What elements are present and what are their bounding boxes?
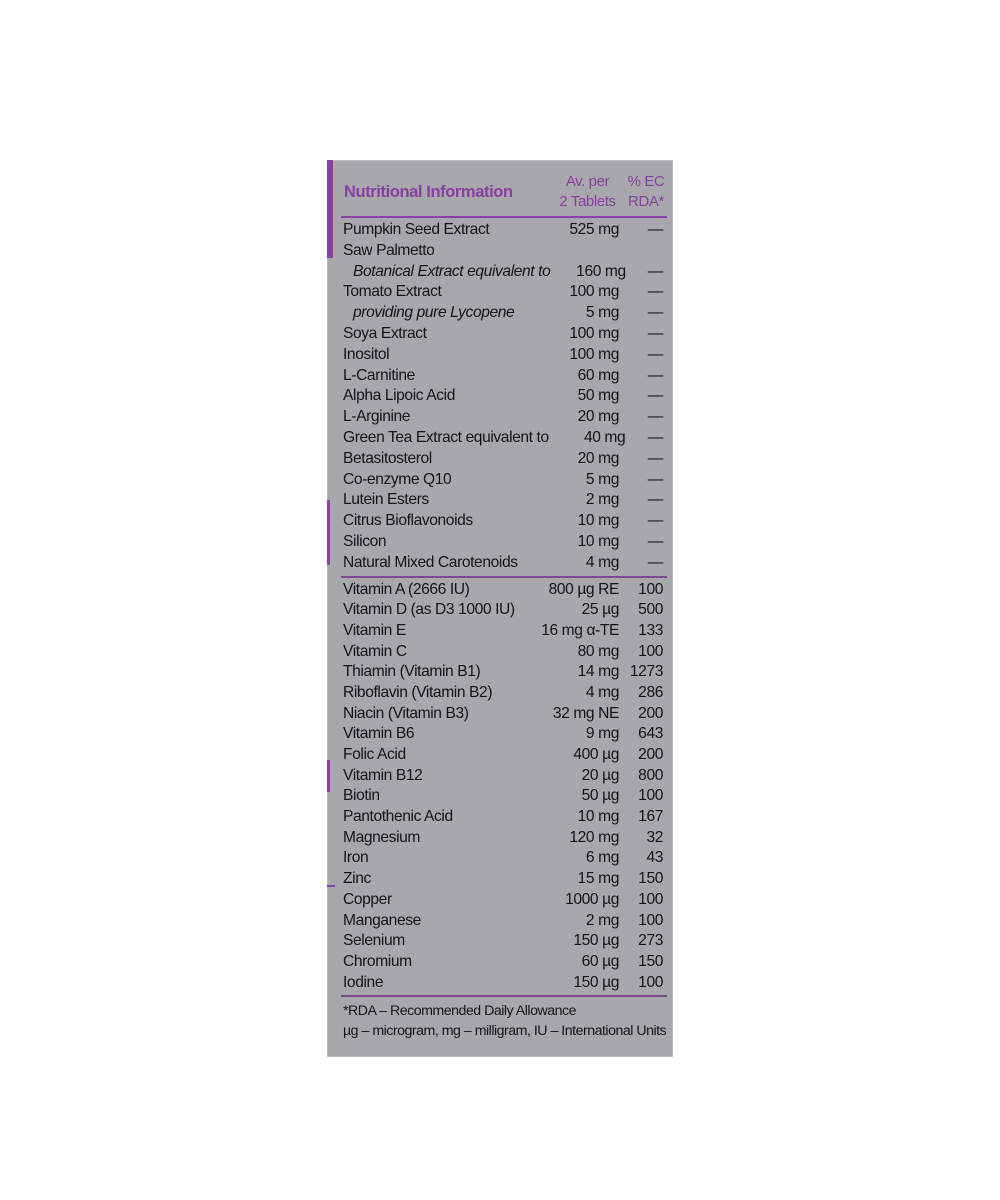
nutrient-name: Botanical Extract equivalent to [353, 262, 551, 280]
nutrient-amount: 60 µg [581, 952, 619, 970]
table-row [341, 890, 667, 911]
table-row [341, 724, 667, 745]
nutrient-name: Thiamin (Vitamin B1) [343, 663, 481, 681]
nutrient-name: Inositol [343, 345, 390, 363]
nutrient-amount: 120 mg [569, 828, 619, 846]
nutrient-name: Soya Extract [343, 324, 427, 342]
nutrient-rda: 800 [638, 766, 663, 784]
nutrient-amount [529, 241, 621, 262]
table-row [341, 449, 667, 470]
footnote-units: µg – microgram, mg – milligram, IU – International Units [343, 1023, 667, 1040]
table-row [341, 386, 667, 407]
nutrient-amount: 50 mg [577, 387, 619, 405]
table-row [341, 931, 667, 952]
table-row [341, 428, 667, 449]
nutrient-rda: 100 [638, 787, 663, 805]
nutrient-amount: 80 mg [577, 642, 619, 660]
nutrient-name: Saw Palmetto [343, 241, 435, 259]
table-row [341, 662, 667, 683]
nutrient-rda: — [647, 491, 663, 509]
nutrient-amount: 4 mg [585, 683, 619, 701]
nutrient-amount: 100 mg [569, 345, 619, 363]
nutrient-amount: 5 mg [585, 304, 619, 322]
nutrient-rda: — [647, 428, 663, 446]
table-row [341, 490, 667, 511]
per-serving-label-2: 2 Tablets [559, 193, 616, 210]
nutrition-table [341, 168, 667, 1041]
nutrient-amount: 150 µg [573, 973, 619, 991]
nutrient-name: Iron [343, 849, 369, 867]
nutrient-rda: 150 [638, 870, 663, 888]
nutrient-rda: 200 [638, 746, 663, 764]
table-row [341, 303, 667, 324]
nutrient-amount: 14 mg [577, 663, 619, 681]
table-row [341, 532, 667, 553]
table-row [341, 241, 667, 262]
table-row [341, 407, 667, 428]
table-row [341, 683, 667, 704]
nutrient-name: Niacin (Vitamin B3) [343, 704, 469, 722]
nutrient-rda: 100 [638, 580, 663, 598]
nutrient-name: L-Arginine [343, 408, 411, 426]
nutrient-amount: 20 µg [581, 766, 619, 784]
nutrient-rda: 100 [638, 890, 663, 908]
rda-label-1: % EC [627, 173, 665, 190]
rda-header [625, 172, 667, 212]
nutrient-name: Alpha Lipoic Acid [343, 387, 455, 405]
table-row [341, 262, 667, 283]
nutrient-rda: 286 [638, 683, 663, 701]
table-row [341, 828, 667, 849]
table-row [341, 324, 667, 345]
table-row [341, 511, 667, 532]
nutrient-amount: 525 mg [569, 221, 619, 238]
nutrient-name: Vitamin C [343, 642, 407, 660]
nutrient-name: L-Carnitine [343, 366, 415, 384]
nutrient-amount: 100 mg [569, 324, 619, 342]
nutrient-rda: — [647, 283, 663, 301]
nutrient-amount: 160 mg [576, 262, 626, 280]
edge-mark [327, 885, 335, 887]
nutrient-name: Lutein Esters [343, 491, 429, 509]
nutrient-amount: 5 mg [585, 470, 619, 488]
nutrient-rda: 643 [638, 725, 663, 743]
footnote-rda: *RDA – Recommended Daily Allowance [343, 1003, 576, 1020]
nutrient-rda: 167 [638, 808, 663, 826]
nutrient-rda: 43 [646, 849, 663, 867]
nutrient-amount: 4 mg [585, 553, 619, 571]
nutrient-name: Co-enzyme Q10 [343, 470, 452, 488]
nutrient-rda: — [647, 553, 663, 571]
edge-mark [327, 760, 330, 792]
nutrient-rda: — [647, 345, 663, 363]
nutrient-amount: 800 µg RE [548, 580, 619, 598]
nutrient-amount: 9 mg [585, 725, 619, 743]
nutrient-name: Riboflavin (Vitamin B2) [343, 683, 493, 701]
table-row [341, 621, 667, 642]
table-row [341, 766, 667, 787]
nutrient-name: Pumpkin Seed Extract [343, 221, 490, 238]
nutrient-amount: 10 mg [577, 532, 619, 550]
nutrient-amount: 6 mg [585, 849, 619, 867]
nutrient-rda: 32 [646, 828, 663, 846]
table-row [341, 642, 667, 663]
table-row [341, 952, 667, 973]
nutrient-rda: — [647, 470, 663, 488]
nutrient-rda: 273 [638, 932, 663, 950]
nutrient-rda: 100 [638, 973, 663, 991]
nutrient-rda: — [647, 304, 663, 322]
nutrient-rda: — [647, 262, 663, 280]
nutrient-rda: — [647, 366, 663, 384]
table-row [341, 366, 667, 387]
nutrient-name: Tomato Extract [343, 283, 442, 301]
nutrient-name: providing pure Lycopene [353, 304, 515, 322]
nutrient-name: Vitamin E [343, 621, 406, 639]
nutrient-rda: — [647, 532, 663, 550]
nutrient-name: Copper [343, 890, 392, 908]
nutrient-amount: 16 mg α-TE [541, 621, 619, 639]
nutrient-name: Manganese [343, 911, 421, 929]
rda-label-2: RDA* [628, 193, 664, 210]
nutrient-rda: — [647, 512, 663, 530]
accent-stripe [327, 160, 333, 258]
nutrient-amount: 25 µg [581, 601, 619, 619]
nutrient-rda: 150 [638, 952, 663, 970]
nutrition-panel [327, 160, 673, 1057]
nutrient-name: Betasitosterol [343, 449, 432, 467]
nutrient-amount: 2 mg [585, 911, 619, 929]
nutrient-amount: 1000 µg [565, 890, 619, 908]
nutrient-amount: 20 mg [577, 408, 619, 426]
table-row [341, 282, 667, 303]
per-serving-label-1: Av. per [565, 173, 610, 190]
nutrient-name: Green Tea Extract equivalent to [343, 428, 549, 446]
nutrient-name: Vitamin B12 [343, 766, 423, 784]
nutrient-rda: — [647, 449, 663, 467]
table-row [341, 600, 667, 621]
table-row [341, 345, 667, 366]
nutrient-rda: — [647, 387, 663, 405]
nutrient-rda: 133 [638, 621, 663, 639]
nutrient-amount: 32 mg NE [552, 704, 619, 722]
nutrient-amount: 2 mg [585, 491, 619, 509]
table-row [341, 807, 667, 828]
nutrient-name: Biotin [343, 787, 380, 805]
nutrient-rda: — [647, 408, 663, 426]
nutrient-name: Zinc [343, 870, 371, 888]
nutrient-name: Iodine [343, 973, 384, 991]
table-footnote [341, 995, 667, 1041]
table-header [341, 168, 667, 218]
nutrient-amount: 10 mg [577, 808, 619, 826]
table-row [341, 470, 667, 491]
nutrient-name: Natural Mixed Carotenoids [343, 553, 518, 571]
nutrient-rda: 200 [638, 704, 663, 722]
nutrient-name: Vitamin B6 [343, 725, 415, 743]
nutrient-name: Chromium [343, 952, 412, 970]
nutrient-name: Folic Acid [343, 746, 406, 764]
nutrient-name: Selenium [343, 932, 405, 950]
nutrient-amount: 400 µg [573, 746, 619, 764]
nutrient-rda: — [647, 221, 663, 238]
nutrient-amount: 10 mg [577, 512, 619, 530]
nutrient-amount: 20 mg [577, 449, 619, 467]
table-row [341, 580, 667, 601]
nutrient-name: Vitamin A (2666 IU) [343, 580, 470, 598]
nutrient-name: Silicon [343, 532, 387, 550]
nutrient-name: Citrus Bioflavonoids [343, 512, 473, 530]
table-row [341, 869, 667, 890]
table-row [341, 553, 667, 574]
nutrient-name: Pantothenic Acid [343, 808, 453, 826]
table-row [341, 220, 667, 241]
per-serving-header [550, 172, 625, 212]
nutrient-amount: 100 mg [569, 283, 619, 301]
nutrient-rda: 500 [638, 601, 663, 619]
nutrient-amount: 40 mg [583, 428, 626, 446]
nutrient-name: Magnesium [343, 828, 421, 846]
nutrient-amount: 60 mg [577, 366, 619, 384]
nutrient-name: Vitamin D (as D3 1000 IU) [343, 601, 515, 619]
table-row [341, 745, 667, 766]
table-row [341, 786, 667, 807]
nutrient-amount: 50 µg [581, 787, 619, 805]
nutrient-amount: 150 µg [573, 932, 619, 950]
nutrient-rda: 100 [638, 642, 663, 660]
nutrient-rda: 1273 [629, 663, 663, 681]
extracts-section [341, 218, 667, 578]
table-row [341, 704, 667, 725]
table-row [341, 848, 667, 869]
nutrient-amount: 15 mg [577, 870, 619, 888]
nutrient-rda: 100 [638, 911, 663, 929]
nutrient-rda [621, 241, 667, 262]
table-row [341, 973, 667, 994]
table-row [341, 911, 667, 932]
nutrient-rda: — [647, 324, 663, 342]
table-title: Nutritional Information [344, 182, 513, 201]
edge-mark [327, 500, 330, 565]
vitamins-minerals-section [341, 578, 667, 996]
